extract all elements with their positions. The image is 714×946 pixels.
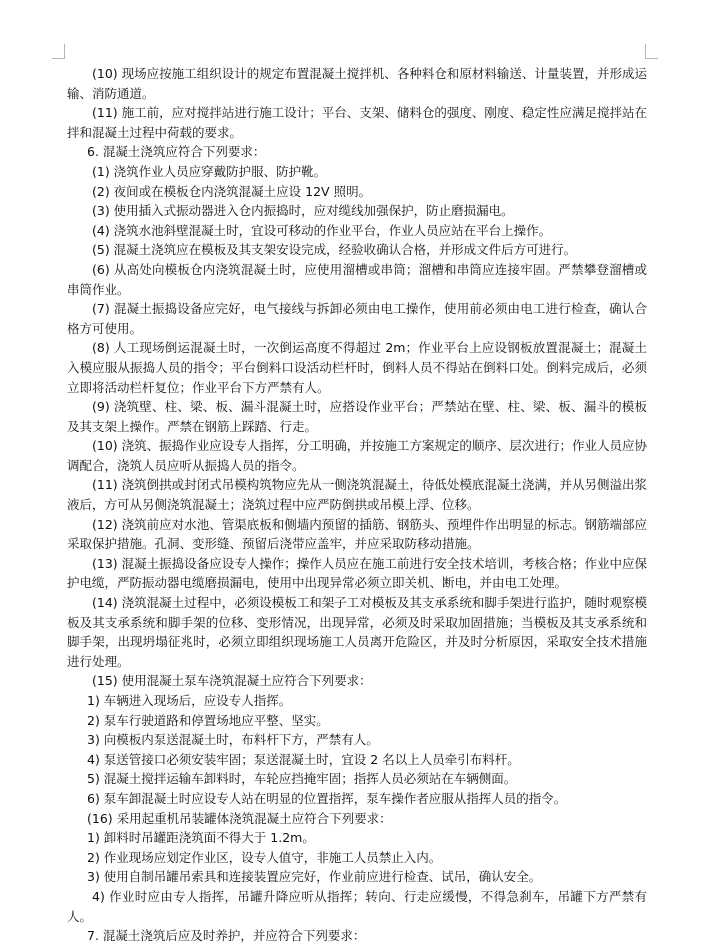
list-item: 2) 泵车行驶道路和停置场地应平整、坚实。 (87, 712, 329, 728)
margin-corner-mark (52, 44, 65, 59)
paragraph: (6) 从高处向模板仓内浇筑混凝土时，应使用溜槽或串筒；溜槽和串筒应连接牢固。严禁攀登溜槽或串筒作业。 (67, 261, 647, 297)
section-heading: 6. 混凝土浇筑应符合下列要求： (87, 144, 266, 160)
paragraph: (7) 混凝土振捣设备应完好，电气接线与拆卸必须由电工操作，使用前必须由电工进行检查，确认合格方可使用。 (67, 301, 647, 336)
list-item: 3) 使用自制吊罐吊索具和连接装置应完好，作业前应进行检查、试吊，确认安全。 (87, 869, 542, 885)
list-item: 6) 泵车卸混凝土时应设专人站在明显的位置指挥，泵车操作者应服从指挥人员的指令。 (87, 790, 567, 806)
paragraph: (5) 混凝土浇筑应在模板及其支架安设完成，经验收确认合格，并形成文件后方可进行。 (92, 242, 577, 258)
list-item: 4) 作业时应由专人指挥，吊罐升降应听从指挥；转向、行走应缓慢，不得急刹车，吊罐下方严禁有人。 (67, 888, 647, 924)
list-item: 2) 作业现场应划定作业区，设专人值守，非施工人员禁止入内。 (87, 849, 442, 865)
list-item: 1) 卸料时吊罐距浇筑面不得大于 1.2m。 (87, 830, 315, 846)
paragraph: (14) 浇筑混凝土过程中，必须设模板工和架子工对模板及其支承系统和脚手架进行监护，随时观察模板及其支承系统和脚手架的位移、变形情况，出现异常，必须及时采取加固措施；当模板及其支承系统和脚手架，出现坍塌征兆时，必须立即组织现场施工人员离开危险区，并及时分析原因，采取安全技术措施进行处理。 (67, 595, 647, 669)
section-heading: 7. 混凝土浇筑后应及时养护，并应符合下列要求： (87, 928, 366, 944)
paragraph: (11) 浇筑倒拱或封闭式吊模构筑物应先从一侧浇筑混凝土，待低处模底混凝土浇满，并从另侧溢出浆液后，方可从另侧浇筑混凝土；浇筑过程中应严防倒拱或吊模上浮、位移。 (67, 477, 647, 513)
paragraph: (8) 人工现场倒运混凝土时，一次倒运高度不得超过 2m；作业平台上应设钢板放置混凝土；混凝土入模应服从振捣人员的指令；平台倒料口设活动栏杆时，倒料人员不得站在倒料口处。倒料完成后，必须立即将活动栏杆复位；作业平台下方严禁有人。 (67, 340, 647, 395)
list-item: 4) 泵送管接口必须安装牢固；泵送混凝土时，宜设 2 名以上人员牵引布料杆。 (87, 751, 520, 767)
list-item: 5) 混凝土搅拌运输车卸料时，车轮应挡掩牢固；指挥人员必须站在车辆侧面。 (87, 771, 517, 787)
list-item: 3) 向模板内泵送混凝土时，布料杆下方，严禁有人。 (87, 732, 379, 748)
paragraph: (4) 浇筑水池斜壁混凝土时，宜设可移动的作业平台，作业人员应站在平台上操作。 (92, 222, 552, 238)
document-body (67, 64, 647, 946)
paragraph: (2) 夜间或在模板仓内浇筑混凝土应设 12V 照明。 (92, 183, 372, 199)
margin-corner-mark (645, 44, 658, 59)
paragraph: (9) 浇筑壁、柱、梁、板、漏斗混凝土时，应搭设作业平台；严禁站在壁、柱、梁、板、漏斗的模板及其支架上操作。严禁在钢筋上踩踏、行走。 (67, 399, 647, 434)
paragraph: (10) 现场应按施工组织设计的规定布置混凝土搅拌机、各种料仓和原材料输送、计量装置，并形成运输、消防通道。 (67, 66, 647, 101)
paragraph: (10) 浇筑、振捣作业应设专人指挥，分工明确，并按施工方案规定的顺序、层次进行；作业人员应协调配合，浇筑人员应听从振捣人员的指令。 (67, 438, 647, 473)
paragraph: (15) 使用混凝土泵车浇筑混凝土应符合下列要求： (92, 673, 372, 689)
paragraph: (3) 使用插入式振动器进入仓内振捣时，应对缆线加强保护，防止磨损漏电。 (92, 203, 514, 219)
paragraph: (13) 混凝土振捣设备应设专人操作；操作人员应在施工前进行安全技术培训，考核合格；作业中应保护电缆，严防振动器电缆磨损漏电，使用中出现异常必须立即关机、断电，并由电工处理。 (67, 555, 647, 591)
list-item: 1) 车辆进入现场后，应设专人指挥。 (87, 693, 292, 708)
paragraph: (16) 采用起重机吊装罐体浇筑混凝土应符合下列要求： (87, 810, 392, 826)
paragraph: (12) 浇筑前应对水池、管渠底板和侧墙内预留的插筋、钢筋头、预埋件作出明显的标志。钢筋端部应采取保护措施。孔洞、变形缝、预留后浇带应盖牢，并应采取防移动措施。 (67, 516, 647, 552)
paragraph: (11) 施工前，应对搅拌站进行施工设计；平台、支架、储料仓的强度、刚度、稳定性应满足搅拌站在拌和混凝土过程中荷载的要求。 (67, 105, 647, 140)
paragraph: (1) 浇筑作业人员应穿戴防护服、防护靴。 (92, 163, 327, 179)
